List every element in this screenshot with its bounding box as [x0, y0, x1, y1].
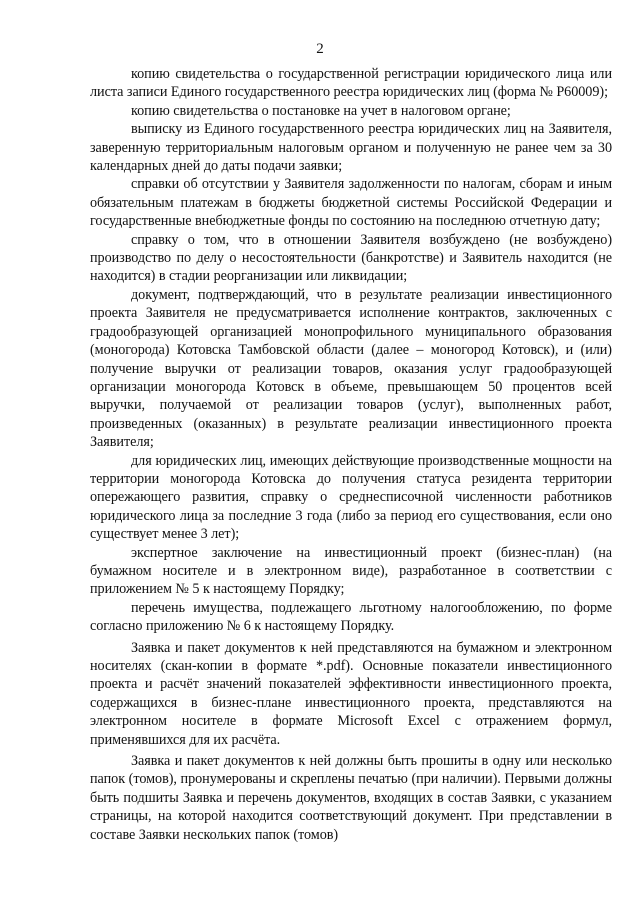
- paragraph-expert-conclusion: экспертное заключение на инвестиционный проект (бизнес-план) (на бумажном носителе и в электронном виде), разработанное в соответствии с приложением № 5 к настоящему Порядку;: [90, 544, 612, 598]
- paragraph-bankruptcy-statement: справку о том, что в отношении Заявителя возбуждено (не возбуждено) производство по делу о несостоятельности (банкротстве) и Заявитель находится (не находится) в стадии реорганизации или ликвидации;: [90, 231, 612, 285]
- paragraph-binding-requirements: Заявка и пакет документов к ней должны быть прошиты в одну или несколько папок (томов), пронумерованы и скреплены печатью (при наличии). Первыми должны быть подшиты Заявка и перечень документов, входящих в состав Заявки, с указанием страницы, на которой находится соответствующий документ. При представлении в составе Заявки нескольких папок (томов): [90, 753, 612, 843]
- paragraph-tax-registration: копию свидетельства о постановке на учет в налоговом органе;: [131, 102, 511, 119]
- paragraph-registration-certificate: копию свидетельства о государственной регистрации юридического лица или листа записи Единого государственного реестра юридических лиц (форма № Р60009);: [90, 66, 612, 101]
- page-number: 2: [316, 41, 324, 57]
- paragraph-registry-extract: выписку из Единого государственного реестра юридических лиц на Заявителя, заверенную территориальным налоговым органом и полученную не ранее чем за 30 календарных дней до даты подачи заявки;: [90, 121, 612, 175]
- paragraph-submission-format: Заявка и пакет документов к ней представляются на бумажном и электронном носителях (скан-копии в формате *.pdf). Основные показатели инвестиционного проекта и расчёт значений показателей эффективности инвестиционного проекта, содержащихся в бизнес-плане инвестиционного проекта, представляются на электронном носителе в формате Microsoft Excel с отражением формул, применявшихся для их расчёта.: [90, 639, 612, 748]
- paragraph-revenue-confirmation: документ, подтверждающий, что в результате реализации инвестиционного проекта Заявителя не предусматривается исполнение контрактов, заключенных с градообразующей организацией монопрофильного муниципального образования (моногорода) Котовска Тамбовской области (далее – моногород Котовск), и (или) получение выручки от реализации товаров, оказания услуг градообразующей организации моногорода Котовск в объеме, превышающем 50 процентов всей выручки, получаемой от реализации товаров (услуг), выполненных работ, произведенных (оказанных) в результате реализации инвестиционного проекта Заявителя;: [90, 286, 612, 451]
- paragraph-no-debt-certificates: справки об отсутствии у Заявителя задолженности по налогам, сборам и иным обязательным платежам в бюджеты бюджетной системы Российской Федерации и государственные внебюджетные фонды по состоянию на последнюю отчетную дату;: [90, 176, 612, 230]
- document-body: [90, 65, 612, 844]
- paragraph-headcount-statement: для юридических лиц, имеющих действующие производственные мощности на территории моногорода Котовска до получения статуса резидента территории опережающего развития, справку о среднесписочной численности работников юридического лица за последние 3 года (либо за период его существования, если оно существует менее 3 лет);: [90, 452, 612, 543]
- paragraph-property-list: перечень имущества, подлежащего льготному налогообложению, по форме согласно приложению № 6 к настоящему Порядку.: [90, 599, 612, 635]
